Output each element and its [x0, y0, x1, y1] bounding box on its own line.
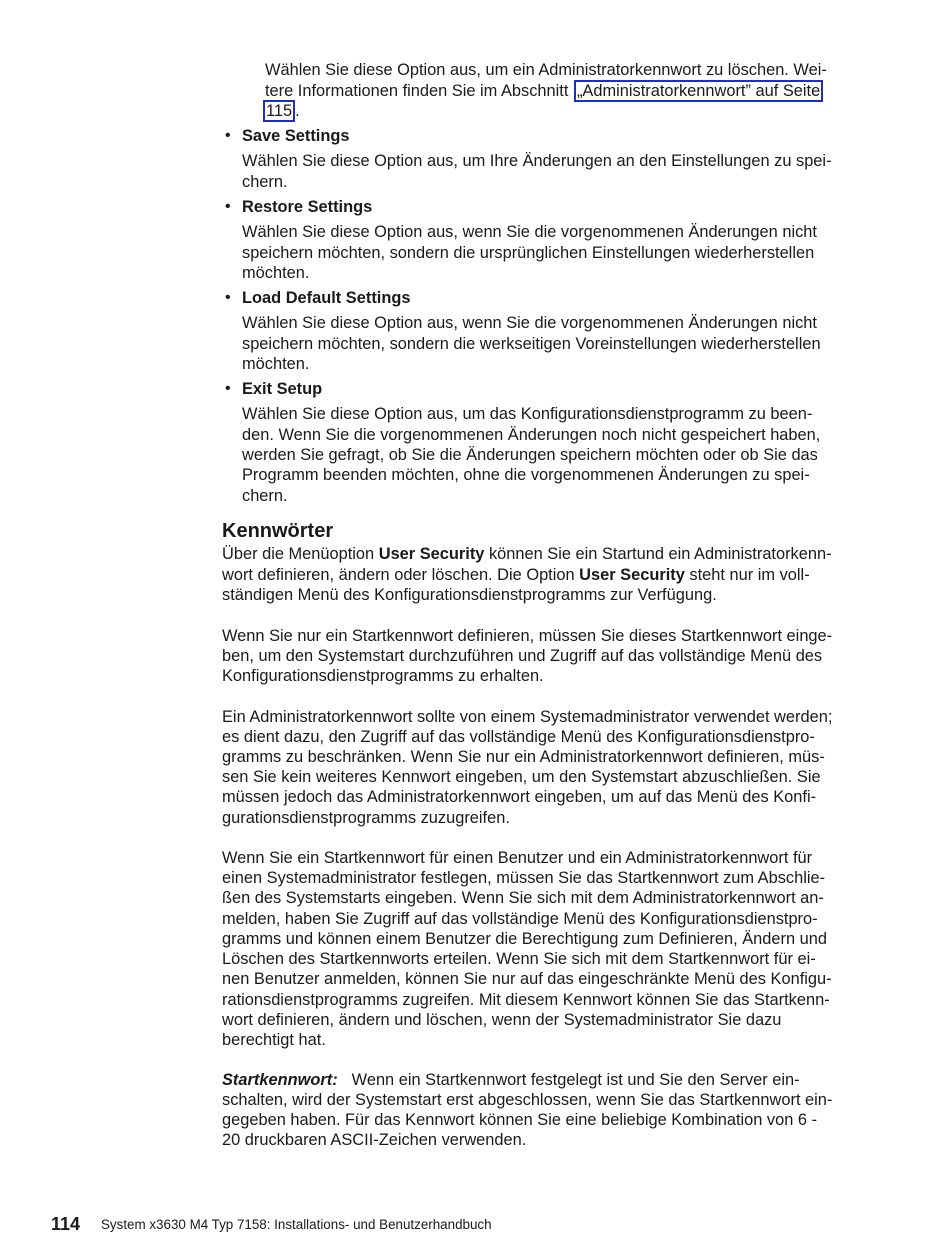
paragraph-line: Löschen des Startkennworts erteilen. Wenn Sie sich mit dem Startkennwort für ei-: [222, 950, 816, 968]
bullet-icon: •: [225, 127, 231, 144]
bullet-text: den. Wenn Sie die vorgenommenen Änderungen noch nicht gespeichert haben,: [242, 426, 821, 444]
bullet-text: möchten.: [242, 355, 310, 373]
bullet-text: Wählen Sie diese Option aus, wenn Sie die vorgenommenen Änderungen nicht: [242, 223, 817, 241]
paragraph-line: melden, haben Sie Zugriff auf das vollständige Menü des Konfigurationsdienstpro-: [222, 910, 818, 928]
paragraph-line: gegeben haben. Für das Kennwort können Sie eine beliebige Kombination von 6 -: [222, 1111, 818, 1129]
intro-line-2-text: tere Informationen finden Sie im Abschnitt: [265, 82, 573, 100]
paragraph-line: ständigen Menü des Konfigurationsdienstprogramms zur Verfügung.: [222, 586, 717, 604]
bullet-text: möchten.: [242, 264, 310, 282]
bullet-text: chern.: [242, 173, 288, 191]
paragraph-line: Ein Administratorkennwort sollte von einem Systemadministrator verwendet werden;: [222, 708, 833, 726]
paragraph-line: [222, 1070, 800, 1090]
intro-line-3-suffix: .: [295, 102, 300, 120]
paragraph-line: einen Systemadministrator festlegen, müssen Sie das Startkennwort zum Abschlie-: [222, 869, 826, 887]
footer-title: System x3630 M4 Typ 7158: Installations- und Benutzerhandbuch: [101, 1217, 492, 1232]
paragraph-line: es dient dazu, den Zugriff auf das vollständige Menü des Konfigurationsdienstpro-: [222, 728, 815, 746]
paragraph-line: gramms und können einem Benutzer die Berechtigung zum Definieren, Ändern und: [222, 930, 827, 948]
bullet-text: Wählen Sie diese Option aus, um Ihre Änderungen an den Einstellungen zu spei-: [242, 152, 832, 170]
bullet-icon: •: [225, 289, 231, 306]
intro-line-3: [263, 101, 300, 121]
paragraph-line: sen Sie kein weiteres Kennwort eingeben, um den Systemstart abzuschließen. Sie: [222, 768, 821, 786]
bullet-text: speichern möchten, sondern die ursprünglichen Einstellungen wiederherstellen: [242, 244, 815, 262]
paragraph-line: nen Benutzer anmelden, können Sie nur auf das eingeschränkte Menü des Konfigu-: [222, 970, 832, 988]
text-run: wort definieren, ändern oder löschen. Die Option: [222, 566, 580, 584]
text-run: steht nur im voll-: [684, 566, 810, 584]
section-heading: Kennwörter: [222, 520, 334, 542]
text-run: Über die Menüoption: [222, 545, 379, 563]
bullet-title-save-settings: Save Settings: [242, 127, 350, 145]
bullet-title-restore-settings: Restore Settings: [242, 198, 373, 216]
paragraph-line: rationsdienstprogramms zugreifen. Mit diesem Kennwort können Sie das Startkenn-: [222, 991, 830, 1009]
definition-label: Startkennwort:: [222, 1071, 338, 1089]
paragraph-line: berechtigt hat.: [222, 1031, 326, 1049]
text-run: können Sie ein Startund ein Administratorkenn-: [484, 545, 832, 563]
paragraph-line: ben, um den Systemstart durchzuführen und Zugriff auf das vollständige Menü des: [222, 647, 823, 665]
paragraph-line: wort definieren, ändern und löschen, wenn der Systemadministrator Sie dazu: [222, 1011, 782, 1029]
intro-line-2: [265, 81, 823, 101]
bullet-text: Programm beenden möchten, ohne die vorgenommenen Änderungen zu spei-: [242, 466, 810, 484]
paragraph-line: gramms zu beschränken. Wenn Sie nur ein Administratorkennwort definieren, müs-: [222, 748, 825, 766]
paragraph-line: ßen des Systemstarts eingeben. Wenn Sie sich mit dem Administratorkennwort an-: [222, 889, 824, 907]
bullet-title-exit-setup: Exit Setup: [242, 380, 323, 398]
bullet-text: werden Sie gefragt, ob Sie die Änderungen speichern möchten oder ob Sie das: [242, 446, 818, 464]
paragraph-line: schalten, wird der Systemstart erst abgeschlossen, wenn Sie das Startkennwort ein-: [222, 1091, 833, 1109]
bullet-title-load-default-settings: Load Default Settings: [242, 289, 411, 307]
paragraph-line: Konfigurationsdienstprogramms zu erhalten.: [222, 667, 544, 685]
bullet-text: Wählen Sie diese Option aus, wenn Sie die vorgenommenen Änderungen nicht: [242, 314, 817, 332]
bullet-icon: •: [225, 380, 231, 397]
bullet-icon: •: [225, 198, 231, 215]
bullet-text: Wählen Sie diese Option aus, um das Konfigurationsdienstprogramm zu been-: [242, 405, 813, 423]
paragraph-line: Wenn Sie ein Startkennwort für einen Benutzer und ein Administratorkennwort für: [222, 849, 813, 867]
bullet-text: chern.: [242, 487, 288, 505]
paragraph-line: 20 druckbaren ASCII-Zeichen verwenden.: [222, 1131, 527, 1149]
menu-option-name: User Security: [579, 566, 685, 584]
intro-line-1: Wählen Sie diese Option aus, um ein Administratorkennwort zu löschen. Wei-: [265, 61, 827, 79]
page-reference-link[interactable]: 115: [263, 100, 295, 122]
text-run: Wenn ein Startkennwort festgelegt ist und Sie den Server ein-: [351, 1071, 800, 1089]
cross-reference-link[interactable]: „Administratorkennwort” auf Seite: [574, 80, 823, 102]
paragraph-line: [222, 565, 810, 585]
paragraph-line: müssen jedoch das Administratorkennwort eingeben, um auf das Menü des Konfi-: [222, 788, 817, 806]
paragraph-line: gurationsdienstprogramms zuzugreifen.: [222, 809, 510, 827]
menu-option-name: User Security: [378, 545, 485, 563]
paragraph-line: [222, 544, 832, 564]
paragraph-line: Wenn Sie nur ein Startkennwort definieren, müssen Sie dieses Startkennwort einge-: [222, 627, 833, 645]
bullet-text: speichern möchten, sondern die werkseitigen Voreinstellungen wiederherstellen: [242, 335, 821, 353]
page-number: 114: [51, 1214, 81, 1234]
